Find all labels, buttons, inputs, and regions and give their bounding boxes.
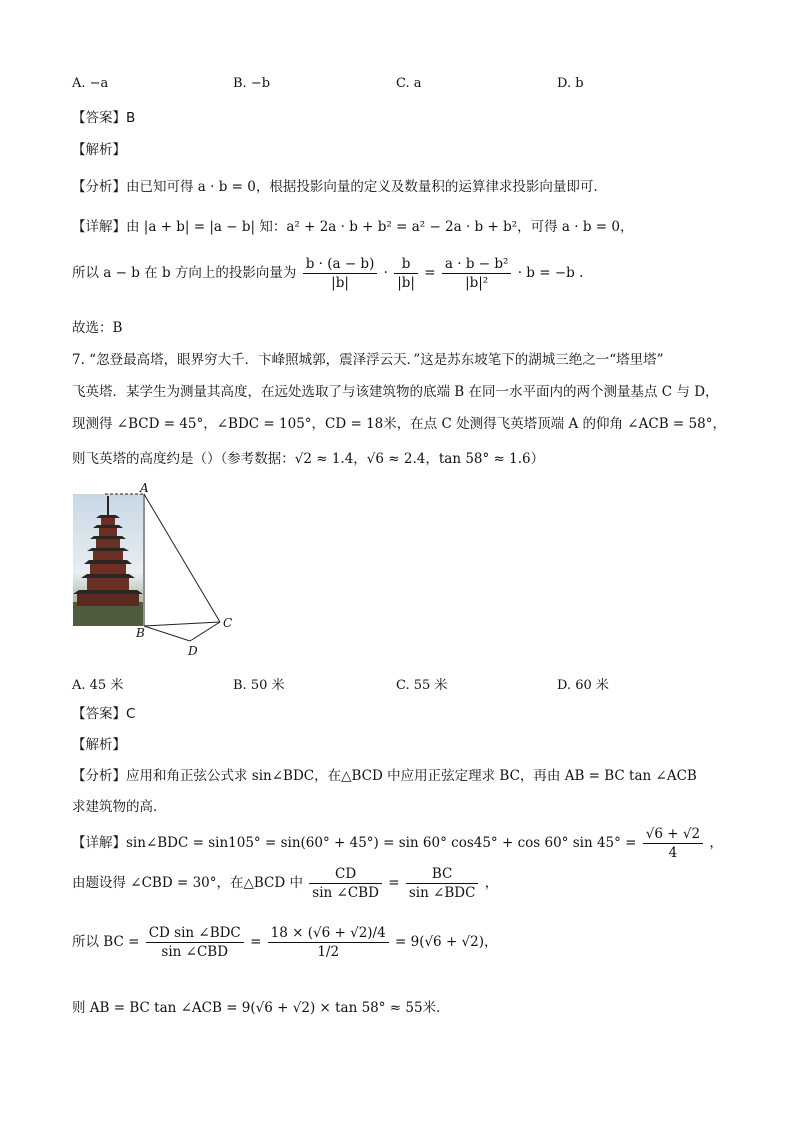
q7-sine-law-eq: = [388, 875, 400, 892]
q6-option-b: B. −b [233, 76, 271, 91]
q6-analysis-title: 【解析】 [72, 142, 126, 158]
q7-stem-line-4: 则飞英塔的高度约是（）（参考数据：√2 ≈ 1.4，√6 ≈ 2.4，tan 58° ≈ 1.6） [72, 451, 545, 467]
label-a: A [140, 481, 149, 495]
q7-bc-f1-num: CD sin ∠BDC [146, 925, 244, 943]
q7-detail-fraction [643, 826, 703, 861]
q6-fraction-1-num: b · (a − b) [303, 256, 378, 274]
q6-option-a: A. −a [72, 76, 109, 91]
q7-stem-line-3: 现测得 ∠BCD = 45°，∠BDC = 105°，CD = 18米，在点 C 处测得飞英塔顶端 A 的仰角 ∠ACB = 58°， [72, 416, 726, 432]
q7-analysis-1: 【分析】应用和角正弦公式求 sin∠BDC，在△BCD 中应用正弦定理求 BC，再由 AB = BC tan ∠ACB [72, 768, 697, 784]
tower-figure [72, 480, 247, 665]
q6-projection-prefix: 所以 a − b 在 b 方向上的投影向量为 [72, 265, 297, 282]
q7-bc-f2-num: 18 × (√6 + √2)/4 [268, 925, 389, 943]
q7-sine-law-f2-den: sin ∠BDC [408, 885, 476, 902]
q7-option-b: B. 50 米 [233, 678, 285, 693]
q6-answer: 【答案】B [72, 110, 136, 126]
q6-fraction-1 [303, 256, 378, 291]
q7-stem-line-2: 飞英塔．某学生为测量其高度，在远处选取了与该建筑物的底端 B 在同一水平面内的两个测量基点 C 与 D， [72, 384, 719, 400]
q7-detail-prefix: 【详解】sin∠BDC = sin105° = sin(60° + 45°) = sin 60° cos45° + cos 60° sin 45° = [72, 835, 637, 852]
q7-answer: 【答案】C [72, 706, 136, 722]
q6-option-c: C. a [396, 76, 422, 91]
q7-sine-law-line [72, 866, 498, 901]
q6-fraction-3-num: a · b − b² [442, 256, 512, 274]
q6-fraction-2-den: |b| [397, 275, 415, 292]
q7-detail-line [72, 826, 723, 861]
q7-bc-prefix: 所以 BC = [72, 934, 140, 951]
q6-analysis: 【分析】由已知可得 a · b = 0，根据投影向量的定义及数量积的运算律求投影向量即可. [72, 179, 598, 195]
q7-sine-law-f1-den: sin ∠CBD [312, 885, 379, 902]
q7-final: 则 AB = BC tan ∠ACB = 9(√6 + √2) × tan 58° ≈ 55米． [72, 1000, 450, 1016]
q7-bc-suffix: = 9(√6 + √2)， [395, 934, 498, 951]
q7-bc-f2-den: 1/2 [317, 944, 340, 961]
q6-projection-line: 所以 a − b 在 b 方向上的投影向量为 $\frac{b \cdot (a - b)}{|b|}$ · $\frac{b}{|b|}$ = $\frac{\text{a · b − b²}}{\text{|b|²}}$ · b = −b . [72, 256, 584, 292]
q7-bc-line [72, 925, 498, 960]
q7-detail-fraction-den: 4 [668, 845, 678, 862]
q7-sine-law-suffix: ， [484, 875, 499, 892]
q6-fraction-2-num: b [394, 256, 418, 274]
q7-analysis-2: 求建筑物的高． [72, 799, 167, 815]
q6-option-d: D. b [557, 76, 584, 91]
q7-option-c: C. 55 米 [396, 678, 448, 693]
q7-bc-eq: = [250, 934, 262, 951]
q7-sine-law-f2-num: BC [406, 866, 479, 884]
q7-bc-fraction-2 [268, 925, 389, 960]
q7-bc-f1-den: sin ∠CBD [161, 944, 229, 961]
q6-fraction-3-den: |b|² [465, 275, 489, 292]
q7-stem-line-1: 7. “忽登最高塔，眼界穷大千．卞峰照城郭，震泽浮云天．”这是苏东坡笔下的湖城三绝之一“塔里塔” [72, 352, 664, 368]
q7-sine-law-fraction-2 [406, 866, 479, 901]
label-c: C [223, 616, 233, 630]
q6-fraction-1-den: |b| [331, 275, 349, 292]
q7-detail-fraction-num: √6 + √2 [643, 826, 703, 844]
q6-fraction-3 [442, 256, 512, 291]
q7-analysis-title: 【解析】 [72, 737, 126, 753]
q7-sine-law-fraction-1 [309, 866, 382, 901]
q6-projection-suffix: · b = −b . [517, 265, 584, 282]
q7-bc-fraction-1 [146, 925, 244, 960]
q6-conclusion: 故选：B [72, 320, 123, 336]
label-b: B [136, 626, 145, 640]
q6-fraction-2 [394, 256, 418, 291]
label-d: D [188, 644, 198, 658]
q7-option-d: D. 60 米 [557, 678, 609, 693]
q7-sine-law-f1-num: CD [309, 866, 382, 884]
q7-option-a: A. 45 米 [72, 678, 124, 693]
q6-detail: 【详解】由 |a + b| = |a − b| 知：a² + 2a · b + b² = a² − 2a · b + b²，可得 a · b = 0， [72, 219, 634, 235]
q7-detail-suffix: ， [709, 835, 723, 852]
q7-sine-law-prefix: 由题设得 ∠CBD = 30°，在△BCD 中 [72, 875, 303, 892]
